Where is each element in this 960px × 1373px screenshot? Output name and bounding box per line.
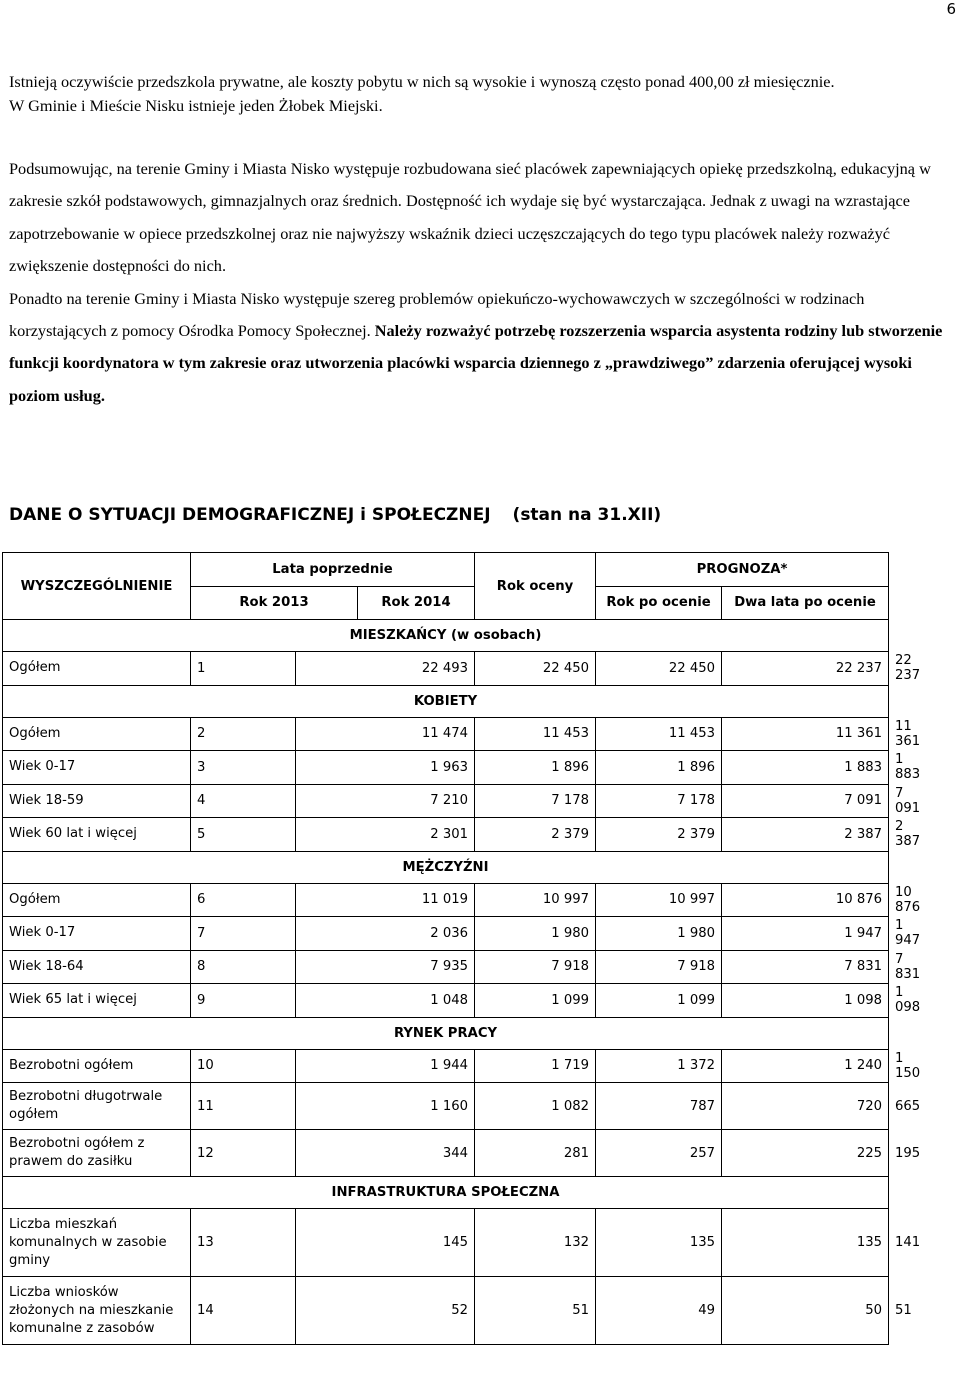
row-label: Bezrobotni ogółem z prawem do zasiłku [3,1130,191,1177]
row-number: 10 [191,1049,296,1083]
row-number: 6 [191,883,296,917]
header-year-2013: Rok 2013 [191,586,358,620]
row-label: Wiek 18-59 [3,784,191,818]
value-cell: 7 210 [296,784,475,818]
table-row: Bezrobotni ogółem 10 1 944 1 719 1 372 1 240 1 150 [3,1049,889,1083]
value-cell: 11 474 [296,717,475,751]
value-cell: 1 160 [296,1083,475,1130]
row-number: 14 [191,1277,296,1345]
value-cell: 7 935 [296,950,475,984]
value-cell: 11 453 [475,717,596,751]
value-cell: 1 098 [722,984,889,1018]
table-row: Wiek 18-64 8 7 935 7 918 7 918 7 831 7 831 [3,950,889,984]
section-header-row [3,620,889,652]
body-text [9,70,954,412]
section-header-row [3,1177,889,1209]
heading-date: (stan na 31.XII) [512,505,662,525]
value-cell: 7 831 [722,950,889,984]
table-row: Ogółem 6 11 019 10 997 10 997 10 876 10 876 [3,883,889,917]
row-number: 11 [191,1083,296,1130]
row-number: 5 [191,818,296,852]
table-row: Ogółem 2 11 474 11 453 11 453 11 361 11 361 [3,717,889,751]
value-cell: 50 [722,1277,889,1345]
value-cell: 2 301 [296,818,475,852]
value-cell: 145 [296,1209,475,1277]
value-cell: 51 [475,1277,596,1345]
row-label: Liczba mieszkań komunalnych w zasobie gminy [3,1209,191,1277]
table-row: Ogółem 1 22 493 22 450 22 450 22 237 22 237 [3,652,889,686]
paragraph-summary: Podsumowując, na terenie Gminy i Miasta Nisko występuje rozbudowana sieć placówek zapewniających opiekę przedszkolną, edukacyjną w zakresie szkół podstawowych, gimnazjalnych oraz średnich. Dostępność ich wydaje się być wystarczająca. Jednak z uwagi na wzrastające zapotrzebowanie w opiece przedszkolnej oraz nie najwyższy wskaźnik dzieci uczęszczających do tego typu placówek należy rozważyć zwiększenie dostępności do nich. [9,159,931,276]
table-row: Wiek 0-17 7 2 036 1 980 1 980 1 947 1 947 [3,917,889,951]
value-cell: 1 896 [596,751,722,785]
value-cell: 10 876 [722,883,889,917]
section-heading [9,505,661,525]
value-cell: 7 918 [475,950,596,984]
value-cell: 720 [722,1083,889,1130]
row-number: 3 [191,751,296,785]
row-number: 12 [191,1130,296,1177]
header-year-2014: Rok 2014 [358,586,475,620]
value-cell: 10 997 [596,883,722,917]
table-row: Liczba mieszkań komunalnych w zasobie gminy 13 145 132 135 135 141 [3,1209,889,1277]
heading-title: DANE O SYTUACJI DEMOGRAFICZNEJ i SPOŁECZNEJ [9,505,491,525]
value-cell: 1 883 [722,751,889,785]
value-cell: 1 082 [475,1083,596,1130]
page-number: 6 [946,0,956,18]
value-cell: 10 997 [475,883,596,917]
section-header-row [3,1017,889,1049]
value-cell: 11 019 [296,883,475,917]
row-label: Wiek 0-17 [3,917,191,951]
value-cell: 344 [296,1130,475,1177]
demographic-table [2,552,921,1345]
value-cell: 1 048 [296,984,475,1018]
table-row: Bezrobotni ogółem z prawem do zasiłku 12 344 281 257 225 195 [3,1130,889,1177]
recommendation-text: Ponadto na terenie Gminy i Miasta Nisko występuje szereg problemów opiekuńczo-wychowawczych w szczególności w rodzinach korzystających z pomocy Ośrodka Pomocy Społecznej. [9,288,865,341]
value-cell: 11 453 [596,717,722,751]
row-label: Ogółem [3,652,191,686]
section-title: MIESZKAŃCY (w osobach) [3,620,889,652]
row-number: 4 [191,784,296,818]
value-cell: 225 [722,1130,889,1177]
value-cell: 2 387 [722,818,889,852]
value-cell: 135 [596,1209,722,1277]
recommendation-bold-text: Należy rozważyć potrzebę rozszerzenia wsparcia asystenta rodziny lub stworzenie funkcji koordynatora w tym zakresie oraz utworzenia placówki wsparcia dziennego z „prawdziwego” zdarzenia oferującej wysoki poziom usług. [9,321,943,405]
row-number: 13 [191,1209,296,1277]
paragraph-nursery: W Gminie i Mieście Nisku istnieje jeden Żłobek Miejski. [9,96,383,115]
paragraph-private-preschools: Istnieją oczywiście przedszkola prywatne, ale koszty pobytu w nich są wysokie i wynoszą często ponad 400,00 zł miesięcznie. [9,72,835,91]
value-cell: 22 450 [475,652,596,686]
row-number: 1 [191,652,296,686]
value-cell: 49 [596,1277,722,1345]
value-cell: 22 493 [296,652,475,686]
value-cell: 52 [296,1277,475,1345]
section-title: RYNEK PRACY [3,1017,889,1049]
value-cell: 135 [722,1209,889,1277]
row-label: Wiek 65 lat i więcej [3,984,191,1018]
row-label: Liczba wniosków złożonych na mieszkanie komunalne z zasobów [3,1277,191,1345]
row-label: Wiek 18-64 [3,950,191,984]
header-year-after: Rok po ocenie [596,586,722,620]
row-label: Ogółem [3,717,191,751]
value-cell: 787 [596,1083,722,1130]
value-cell: 2 379 [596,818,722,852]
table-row: Bezrobotni długotrwale ogółem 11 1 160 1 082 787 720 665 [3,1083,889,1130]
section-title: MĘŻCZYŹNI [3,851,889,883]
table-row: Wiek 0-17 3 1 963 1 896 1 896 1 883 1 883 [3,751,889,785]
value-cell: 1 099 [475,984,596,1018]
header-spec: WYSZCZEGÓLNIENIE [3,553,191,620]
section-header-row [3,851,889,883]
value-cell: 257 [596,1130,722,1177]
row-label: Wiek 0-17 [3,751,191,785]
table-row: Wiek 60 lat i więcej 5 2 301 2 379 2 379 2 387 2 387 [3,818,889,852]
section-title: KOBIETY [3,685,889,717]
value-cell: 281 [475,1130,596,1177]
value-cell: 22 450 [596,652,722,686]
row-number: 2 [191,717,296,751]
row-label: Ogółem [3,883,191,917]
value-cell: 1 099 [596,984,722,1018]
section-header-row [3,685,889,717]
row-number: 7 [191,917,296,951]
section-title: INFRASTRUKTURA SPOŁECZNA [3,1177,889,1209]
value-cell: 11 361 [722,717,889,751]
row-number: 9 [191,984,296,1018]
value-cell: 1 947 [722,917,889,951]
value-cell: 1 719 [475,1049,596,1083]
value-cell: 1 372 [596,1049,722,1083]
table-row: Wiek 65 lat i więcej 9 1 048 1 099 1 099 1 098 1 098 [3,984,889,1018]
value-cell: 1 963 [296,751,475,785]
value-cell: 2 379 [475,818,596,852]
row-number: 8 [191,950,296,984]
value-cell: 7 178 [596,784,722,818]
value-cell: 1 240 [722,1049,889,1083]
value-cell: 7 178 [475,784,596,818]
header-two-years-after: Dwa lata po ocenie [722,586,889,620]
value-cell: 7 918 [596,950,722,984]
value-cell: 1 944 [296,1049,475,1083]
value-cell: 7 091 [722,784,889,818]
value-cell: 1 980 [596,917,722,951]
row-label: Wiek 60 lat i więcej [3,818,191,852]
header-previous-years: Lata poprzednie [191,553,475,587]
value-cell: 22 237 [722,652,889,686]
value-cell: 1 896 [475,751,596,785]
value-cell: 2 036 [296,917,475,951]
row-label: Bezrobotni długotrwale ogółem [3,1083,191,1130]
value-cell: 132 [475,1209,596,1277]
table-row: Wiek 18-59 4 7 210 7 178 7 178 7 091 7 091 [3,784,889,818]
row-label: Bezrobotni ogółem [3,1049,191,1083]
table-row: Liczba wniosków złożonych na mieszkanie komunalne z zasobów 14 52 51 49 50 51 [3,1277,889,1345]
header-assessment-year: Rok oceny [475,553,596,620]
table-header-row-1 [3,553,889,587]
paragraph-recommendation [9,283,954,413]
header-forecast: PROGNOZA* [596,553,889,587]
value-cell: 1 980 [475,917,596,951]
